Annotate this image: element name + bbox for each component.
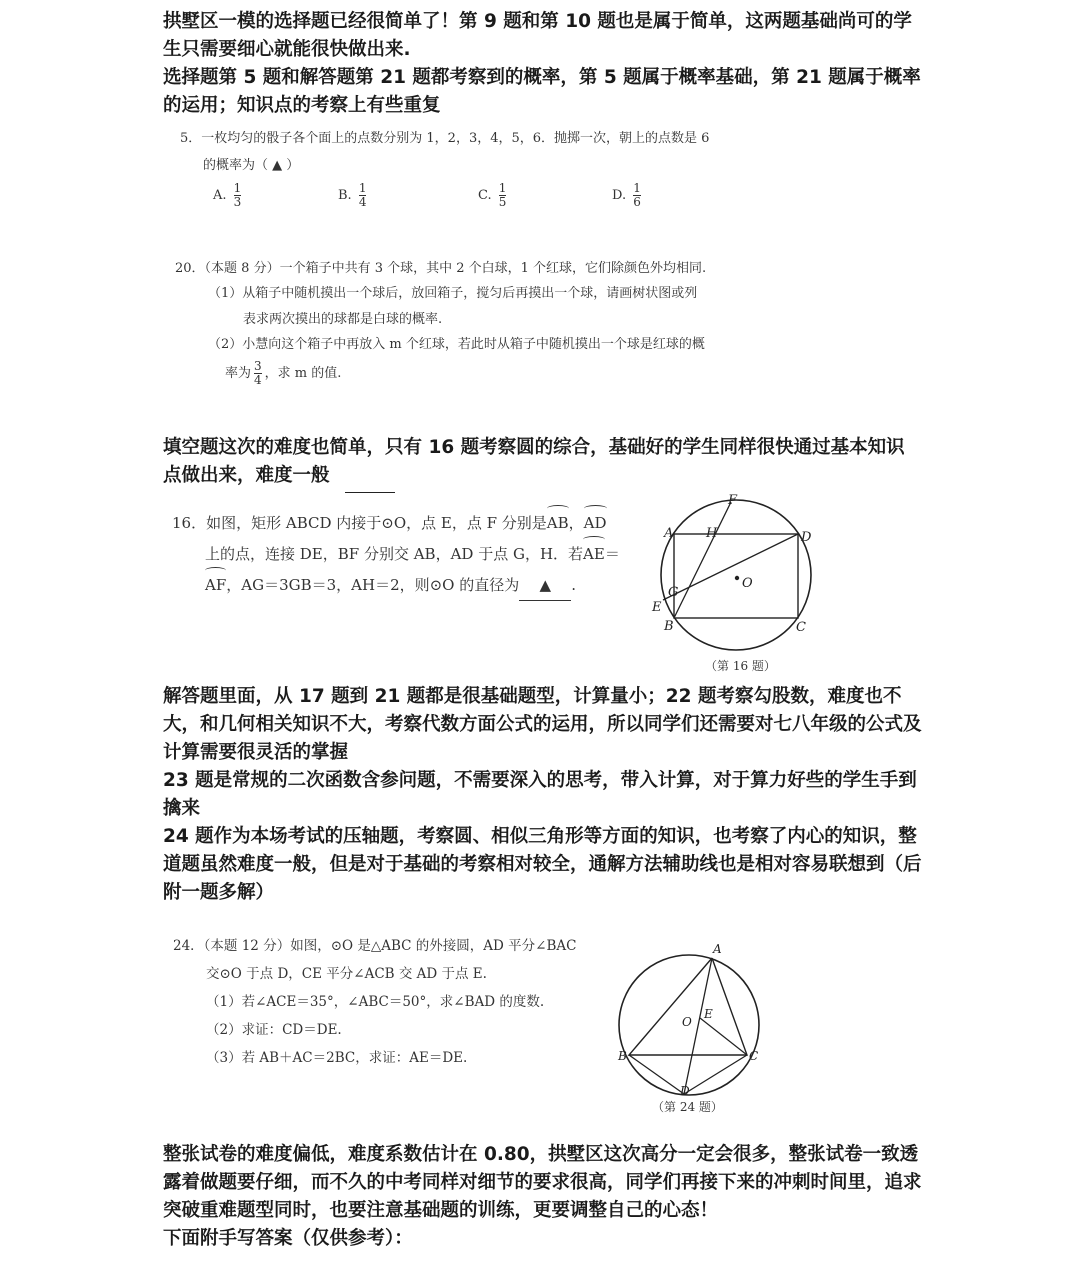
label-h: H: [706, 526, 718, 541]
answer-paragraph-2: 23 题是常规的二次函数含参问题，不需要深入的思考，带入计算，对于算力好些的学生手到擒来: [163, 770, 917, 819]
answer-blank: ▲: [519, 570, 571, 601]
q5-line-1: 5．一枚均匀的骰子各个面上的点数分别为 1，2，3，4，5，6．抛掷一次，朝上的点数是 6: [180, 131, 710, 146]
label-o: O: [682, 1015, 692, 1029]
figure-24-caption: （第 24 题）: [652, 1100, 723, 1114]
fill-section: [163, 434, 923, 490]
question-16: [172, 508, 652, 608]
arc-af: AF: [205, 570, 226, 600]
question-5: [175, 128, 775, 218]
label-f: F: [728, 493, 738, 508]
label-d: D: [680, 1084, 690, 1098]
arc-ae: AE: [583, 539, 605, 569]
label-c: C: [796, 620, 806, 635]
label-c: C: [749, 1049, 759, 1063]
q24-line-4: （2）求证：CD＝DE.: [206, 1022, 342, 1038]
fraction: $\frac{3}{4}$: [254, 359, 262, 387]
arc-ad: AD: [584, 508, 607, 538]
q24-line-3: （1）若∠ACE＝35°，∠ABC＝50°，求∠BAD 的度数.: [206, 994, 545, 1010]
q20-line-2: （1）从箱子中随机摸出一个球后，放回箱子，搅匀后再摸出一个球，请画树状图或列: [208, 286, 698, 301]
question-20: [175, 258, 775, 398]
answer-paragraph-1: 解答题里面，从 17 题到 21 题都是很基础题型，计算量小；22 题考察勾股数，难度也不大，和几何相关知识不大，考察代数方面公式的运用，所以同学们还需要对七八年级的公式及计算需要很灵活的掌握: [163, 686, 922, 763]
label-b: B: [664, 619, 674, 634]
closing-paragraph: 整张试卷的难度偏低，难度系数估计在 0.80，拱墅区这次高分一定会很多，整张试卷一致透露着做题要仔细，而不久的中考同样对细节的要求很高，同学们再接下来的冲刺时间里，追求突破重难题型同时，也要注意基础题的训练，更要调整自己的心态！: [163, 1144, 922, 1221]
q24-line-2: 交⊙O 于点 D，CE 平分∠ACB 交 AD 于点 E.: [206, 966, 487, 982]
q24-line-5: （3）若 AB＋AC＝2BC，求证：AE＝DE.: [206, 1050, 468, 1066]
q5-option-a: A. $\frac{1}{3}$: [213, 181, 242, 209]
fraction: $\frac{1}{6}$: [633, 181, 641, 209]
q20-line-4: （2）小慧向这个箱子中再放入 m 个红球，若此时从箱子中随机摸出一个球是红球的概: [208, 337, 705, 352]
q20-line-5: 率为 $\frac{3}{4}$ ，求 m 的值.: [225, 359, 342, 387]
label-e: E: [704, 1007, 713, 1021]
q5-option-c: C. $\frac{1}{5}$: [478, 181, 507, 209]
figure-24: [612, 940, 772, 1100]
closing-section: [163, 1141, 923, 1253]
label-b: B: [618, 1049, 627, 1063]
question-24: [173, 932, 623, 1072]
q16-line-1: 16．如图，矩形 ABCD 内接于⊙O，点 E，点 F 分别是AB，AD: [172, 508, 607, 538]
q5-option-b: B. $\frac{1}{4}$: [338, 181, 367, 209]
q24-line-1: 24．（本题 12 分）如图，⊙O 是△ABC 的外接圆，AD 平分∠BAC: [173, 938, 577, 954]
q5-line-2: 的概率为（ ▲ ）: [203, 158, 300, 173]
label-e: E: [652, 600, 662, 615]
q16-line-2: 上的点，连接 DE，BF 分别交 AB，AD 于点 G，H．若AE＝: [205, 539, 620, 569]
arc-ab: AB: [547, 508, 569, 538]
intro-section: [163, 8, 923, 120]
answer-paragraph-3: 24 题作为本场考试的压轴题，考察圆、相似三角形等方面的知识，也考察了内心的知识，整道题虽然难度一般，但是对于基础的考察相对较全，通解方法辅助线也是相对容易联想到（后附一题多解）: [163, 826, 922, 903]
q5-option-d: D. $\frac{1}{6}$: [612, 181, 641, 209]
intro-paragraph-2: 选择题第 5 题和解答题第 21 题都考察到的概率，第 5 题属于概率基础，第 21 题属于概率的运用；知识点的考察上有些重复: [163, 67, 921, 116]
label-g: G: [668, 585, 679, 600]
divider: [345, 492, 395, 493]
label-a: A: [713, 942, 722, 956]
q16-line-3: AF，AG＝3GB＝3，AH＝2，则⊙O 的直径为 ▲ .: [205, 570, 576, 601]
q20-line-3: 表求两次摸出的球都是白球的概率.: [243, 312, 443, 327]
closing-note: 下面附手写答案（仅供参考）：: [163, 1228, 413, 1249]
q20-line-1: 20．（本题 8 分）一个箱子中共有 3 个球，其中 2 个白球，1 个红球，它们除颜色外均相同.: [175, 261, 707, 276]
figure-16-caption: （第 16 题）: [705, 659, 776, 673]
fraction: $\frac{1}{3}$: [233, 181, 242, 209]
label-d: D: [801, 530, 812, 545]
answer-section: [163, 683, 923, 907]
fraction: $\frac{1}{5}$: [498, 181, 507, 209]
intro-paragraph-1: 拱墅区一模的选择题已经很简单了！第 9 题和第 10 题也是属于简单，这两题基础尚可的学生只需要细心就能很快做出来.: [163, 11, 912, 60]
fraction: $\frac{1}{4}$: [358, 181, 367, 209]
label-o: O: [742, 576, 753, 591]
figure-16: [650, 490, 830, 660]
fill-paragraph: 填空题这次的难度也简单，只有 16 题考察圆的综合，基础好的学生同样很快通过基本知识点做出来，难度一般: [163, 437, 905, 486]
label-a: A: [664, 526, 674, 541]
